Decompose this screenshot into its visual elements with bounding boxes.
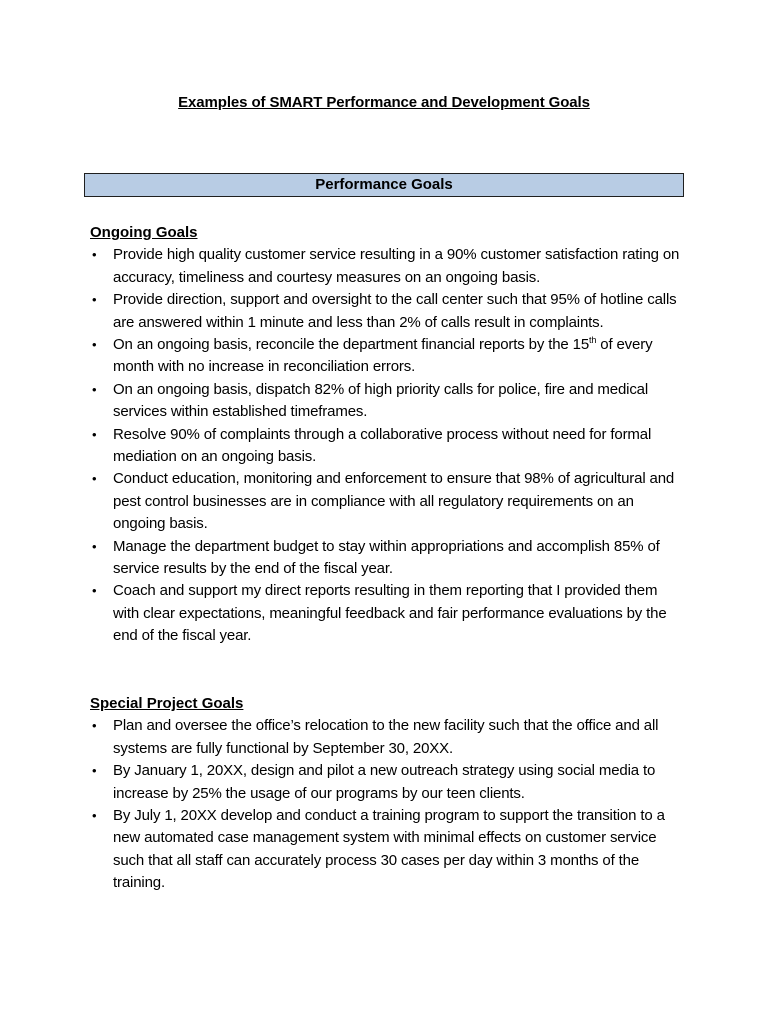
list-item (90, 424, 680, 469)
ongoing-goals-list (90, 244, 680, 647)
goal-text-continued: of every month with no increase in reconciliation errors. (113, 336, 653, 376)
special-project-goals-section (90, 693, 680, 895)
list-item (90, 468, 680, 535)
bullet-icon: • (92, 337, 97, 353)
goal-text: Coach and support my direct reports resulting in them reporting that I provided them with clear expectations, meaningful feedback and fair performance evaluations by the end of the fiscal year. (113, 582, 667, 645)
goal-text: By July 1, 20XX develop and conduct a training program to support the transition to a new automated case management system with minimal effects on customer service such that all staff can accurately process 30 cases per day within 3 months of the training. (113, 807, 665, 892)
goal-text: Conduct education, monitoring and enforcement to ensure that 98% of agricultural and pest control businesses are in compliance with all regulatory requirements on an ongoing basis. (113, 470, 675, 533)
goal-text: By January 1, 20XX, design and pilot a new outreach strategy using social media to increase by 25% the usage of our programs by our teen clients. (113, 762, 656, 802)
performance-goals-banner: Performance Goals (84, 173, 684, 197)
list-item (90, 580, 680, 647)
bullet-icon: • (92, 763, 97, 779)
list-item (90, 760, 680, 805)
bullet-icon: • (92, 583, 97, 599)
list-item (90, 289, 680, 334)
bullet-icon: • (92, 538, 97, 554)
goal-text: Provide high quality customer service resulting in a 90% customer satisfaction rating on accuracy, timeliness and courtesy measures on an ongoing basis. (113, 246, 680, 286)
ongoing-goals-section (90, 222, 680, 648)
bullet-icon: • (92, 292, 97, 308)
bullet-icon: • (92, 718, 97, 734)
bullet-icon: • (92, 247, 97, 263)
list-item (90, 715, 680, 760)
ordinal-suffix: th (589, 335, 597, 346)
goal-text: On an ongoing basis, dispatch 82% of high priority calls for police, fire and medical services within established timeframes. (113, 380, 649, 421)
list-item (90, 244, 680, 289)
bullet-icon: • (92, 381, 97, 397)
bullet-icon: • (92, 426, 97, 442)
special-project-goals-heading: Special Project Goals (90, 695, 244, 712)
goal-text: Plan and oversee the office’s relocation to the new facility such that the office and all systems are fully functional by September 30, 20XX. (113, 717, 659, 757)
list-item (90, 805, 680, 895)
bullet-icon: • (92, 471, 97, 487)
goal-text: Manage the department budget to stay within appropriations and accomplish 85% of service results by the end of the fiscal year. (113, 537, 660, 578)
list-item (90, 334, 680, 379)
list-item (90, 379, 680, 424)
bullet-icon: • (92, 808, 97, 824)
goal-text: Resolve 90% of complaints through a collaborative process without need for formal mediation on an ongoing basis. (113, 425, 652, 466)
special-project-goals-list (90, 715, 680, 894)
ongoing-goals-heading: Ongoing Goals (90, 224, 198, 241)
goal-text: On an ongoing basis, reconcile the department financial reports by the 15 (113, 336, 590, 354)
document-title: Examples of SMART Performance and Development Goals (178, 94, 590, 111)
goal-text: Provide direction, support and oversight to the call center such that 95% of hotline calls are answered within 1 minute and less than 2% of calls result in complaints. (113, 291, 677, 331)
list-item (90, 536, 680, 581)
